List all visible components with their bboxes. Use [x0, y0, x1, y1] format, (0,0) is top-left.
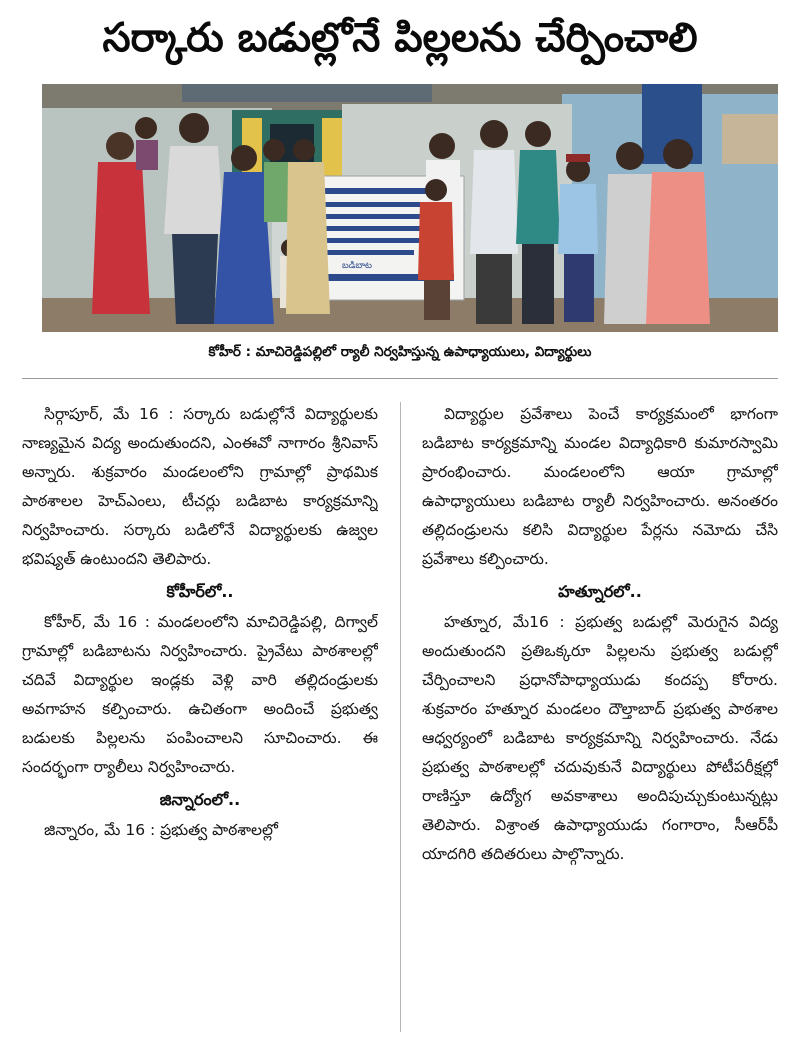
- headline: సర్కారు బడుల్లోనే పిల్లలను చేర్పించాలి: [102, 15, 698, 61]
- paragraph-sirgapur: సిర్గాపూర్, మే 16 : సర్కారు బడుల్లోనే విద్యార్థులకు నాణ్యమైన విద్య అందుతుందని, ఎంఈవో నాగారం శ్రీనివాస్ అన్నారు. శుక్రవారం మండలంలోని గ్రామాల్లో ప్రాథమిక పాఠశాలల హెచ్ఎంలు, టీచర్లు బడిబాట కార్యక్రమాన్ని నిర్వహించారు. సర్కారు బడిలోనే విద్యార్థులకు ఉజ్వల భవిష్యత్ ఉంటుందని తెలిపారు.: [22, 405, 378, 568]
- subhead-hatnura: హత్నూరలో..: [558, 582, 642, 601]
- rally-photo-illustration: [42, 84, 778, 332]
- caption-rule: [22, 378, 778, 379]
- column-divider: [400, 402, 401, 1032]
- subhead-kohir: కోహీర్‌లో..: [166, 582, 234, 601]
- paragraph-kohir: కోహీర్, మే 16 : మండలంలోని మాచిరెడ్డిపల్లి, దిగ్వాల్ గ్రామాల్లో బడిబాటను నిర్వహించారు. ప్రైవేటు పాఠశాలల్లో చదివే విద్యార్థుల ఇండ్లకు వెళ్లి వారి తల్లిదండ్రులకు అవగాహన కల్పించారు. ఉచితంగా అందించే ప్రభుత్వ బడులకు పిల్లలను పంపించాలని సూచించారు. ఈ సందర్భంగా ర్యాలీలు నిర్వహించారు.: [22, 613, 378, 776]
- paragraph-hatnura: హత్నూర, మే16 : ప్రభుత్వ బడుల్లో మెరుగైన విద్య అందుతుందని ప్రతిఒక్కరూ పిల్లలను ప్రభుత్వ బడుల్లో చేర్పించాలని ప్రధానోపాధ్యాయుడు కందప్ప కోరారు. శుక్రవారం హత్నూర మండలం దౌల్తాబాద్ ప్రభుత్వ పాఠశాల ఆధ్వర్యంలో బడిబాట కార్యక్రమాన్ని నిర్వహించారు. నేడు ప్రభుత్వ పాఠశాలల్లో చదువుకునే విద్యార్థులు పోటీపరీక్షల్లో రాణిస్తూ ఉద్యోగ అవకాశాలు అందిపుచ్చుకుంటున్నట్లు తెలిపారు. విశ్రాంత ఉపాధ్యాయుడు గంగారాం, సీఆర్‌పీ యాదగిరి తదితరులు పాల్గొన్నారు.: [422, 613, 778, 863]
- left-column: [22, 400, 378, 1040]
- photo-caption: కోహీర్ : మాచిరెడ్డిపల్లిలో ర్యాలీ నిర్వహిస్తున్న ఉపాధ్యాయులు, విద్యార్థులు: [208, 344, 592, 360]
- paragraph-jinnaram: జిన్నారం, మే 16 : ప్రభుత్వ పాఠశాలల్లో: [44, 821, 278, 839]
- right-column: [422, 400, 778, 1040]
- paragraph-jinnaram-cont: విద్యార్థుల ప్రవేశాలు పెంచే కార్యక్రమంలో భాగంగా బడిబాట కార్యక్రమాన్ని మండల విద్యాధికారి కుమారస్వామి ప్రారంభించారు. మండలంలోని ఆయా గ్రామాల్లో ఉపాధ్యాయులు బడిబాట ర్యాలీ నిర్వహించారు. అనంతరం తల్లిదండ్రులను కలిసి విద్యార్థుల పేర్లను నమోదు చేసి ప్రవేశాలు కల్పించారు.: [422, 405, 778, 568]
- subhead-jinnaram: జిన్నారంలో..: [159, 790, 241, 809]
- article-photo: [42, 84, 778, 332]
- banner-text: బడిబాట: [342, 261, 373, 271]
- article-body: [22, 400, 778, 1040]
